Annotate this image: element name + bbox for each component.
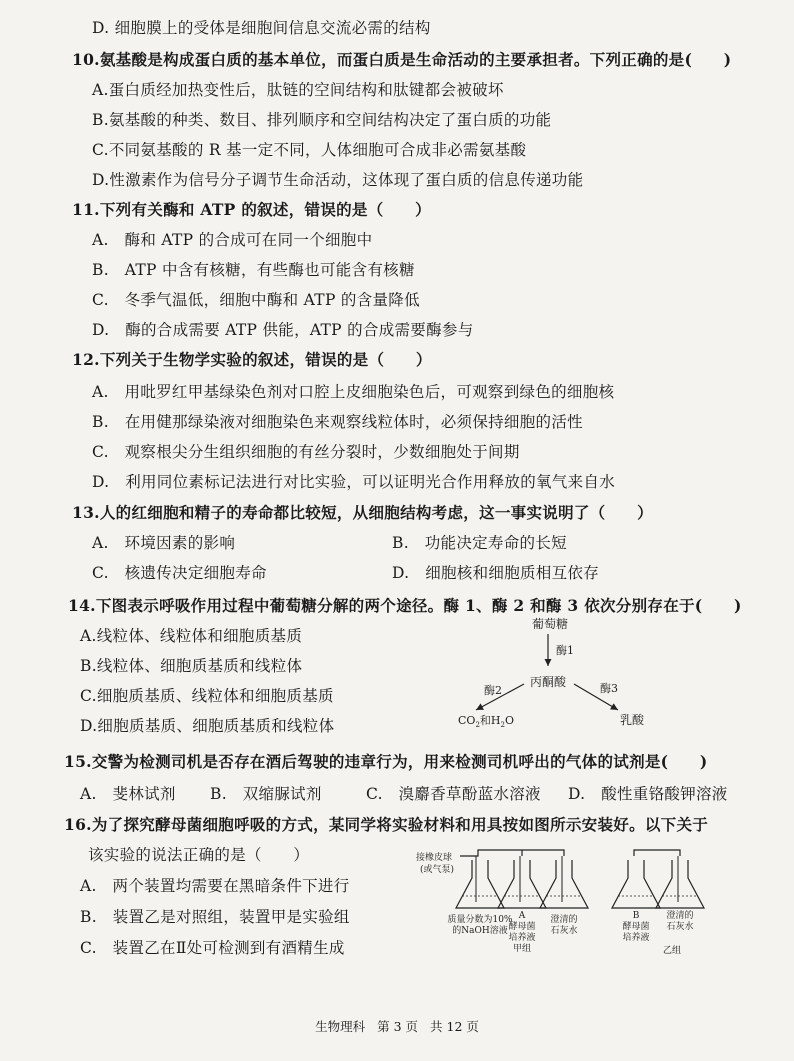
group-a-label: 甲组: [512, 944, 532, 954]
q10-option-c: C.不同氨基酸的 R 基一定不同，人体细胞可合成非必需氨基酸: [92, 141, 527, 159]
q16-stem-line1: 16.为了探究酵母菌细胞呼吸的方式，某同学将实验材料和用具按如图所示安装好。以下关于: [64, 815, 709, 834]
flask-naoh: [456, 860, 504, 908]
flask2-label-2: 酵母菌: [508, 922, 536, 932]
q15-option-b: B. 双缩脲试剂: [210, 785, 322, 803]
q10-stem: 10.氨基酸是构成蛋白质的基本单位，而蛋白质是生命活动的主要承担者。下列正确的是( ): [72, 50, 732, 69]
enzyme3-label: 酶3: [600, 682, 618, 695]
footer-total: 共 12 页: [430, 1019, 479, 1034]
q16-stem-line2: 该实验的说法正确的是（ ）: [88, 846, 310, 864]
glucose-label: 葡萄糖: [531, 617, 569, 631]
q12-option-a: A. 用吡罗红甲基绿染色剂对口腔上皮细胞染色后，可观察到绿色的细胞核: [92, 383, 615, 401]
page-footer: [0, 1017, 794, 1035]
flask5-label-1: 澄清的: [666, 911, 694, 921]
q14-option-a: A.线粒体、线粒体和细胞质基质: [80, 627, 303, 645]
q15-option-a: A. 斐林试剂: [80, 785, 176, 803]
lactic-acid-label: 乳酸: [620, 713, 645, 727]
flask3-label-2: 石灰水: [550, 926, 578, 936]
q16-option-b: B. 装置乙是对照组，装置甲是实验组: [80, 908, 350, 926]
q12-option-b: B. 在用健那绿染液对细胞染色来观察线粒体时，必须保持细胞的活性: [92, 413, 583, 431]
footer-subject: 生物理科: [315, 1019, 366, 1034]
q14-stem: 14.下图表示呼吸作用过程中葡萄糖分解的两个途径。酶 1、酶 2 和酶 3 依次分别存在于( ): [68, 596, 742, 615]
q11-option-c: C. 冬季气温低，细胞中酶和 ATP 的含量降低: [92, 291, 420, 309]
q13-option-c: C. 核遗传决定细胞寿命: [92, 564, 267, 582]
q10-option-b: B.氨基酸的种类、数目、排列顺序和空间结构决定了蛋白质的功能: [92, 111, 552, 129]
tubing-group-b: [634, 850, 680, 856]
q11-stem: 11.下列有关酶和 ATP 的叙述，错误的是（ ）: [72, 200, 431, 219]
q15-option-d: D. 酸性重铬酸钾溶液: [568, 785, 728, 803]
q11-option-a: A. 酶和 ATP 的合成可在同一个细胞中: [92, 231, 373, 249]
co2-h2o-label: $CO_2$和$H_2O$: [458, 714, 514, 729]
q13-option-b: B. 功能决定寿命的长短: [392, 534, 567, 552]
group-b-label: 乙组: [662, 946, 682, 956]
glucose-pathway-diagram: [450, 612, 670, 732]
pyruvate-label: 丙酮酸: [529, 675, 567, 689]
flask4-label-1: B: [632, 911, 640, 921]
pump-label-1: 接橡皮球: [416, 853, 453, 863]
flask2-label-1: A: [518, 911, 526, 921]
q11-option-b: B. ATP 中含有核糖，有些酶也可能含有核糖: [92, 261, 415, 279]
q10-option-a: A.蛋白质经加热变性后，肽链的空间结构和肽键都会被破坏: [92, 81, 504, 99]
q13-stem: 13.人的红细胞和精子的寿命都比较短，从细胞结构考虑，这一事实说明了（ ）: [72, 503, 653, 522]
flask3-label-1: 澄清的: [550, 915, 578, 925]
q14-option-c: C.细胞质基质、线粒体和细胞质基质: [80, 687, 334, 705]
footer-page: 第 3 页: [377, 1019, 419, 1034]
q14-option-b: B.线粒体、细胞质基质和线粒体: [80, 657, 303, 675]
q14-option-d: D.细胞质基质、细胞质基质和线粒体: [80, 717, 335, 735]
q13-option-a: A. 环境因素的影响: [92, 534, 236, 552]
q12-option-d: D. 利用同位素标记法进行对比实验，可以证明光合作用释放的氧气来自水: [92, 473, 616, 491]
q16-option-c: C. 装置乙在Ⅱ处可检测到有酒精生成: [80, 939, 345, 957]
flask1-label-1: 质量分数为10%: [447, 915, 513, 925]
yeast-respiration-apparatus: [410, 848, 710, 958]
flask2-label-3: 培养液: [508, 933, 536, 943]
tubing-group-a: [460, 850, 564, 856]
flask5-label-2: 石灰水: [666, 922, 694, 932]
q12-stem: 12.下列关于生物学实验的叙述，错误的是（ ）: [72, 350, 432, 369]
q15-stem: 15.交警为检测司机是否存在酒后驾驶的违章行为，用来检测司机呼出的气体的试剂是( ): [64, 752, 708, 771]
q10-option-d: D.性激素作为信号分子调节生命活动，这体现了蛋白质的信息传递功能: [92, 171, 584, 189]
flask4-label-3: 培养液: [622, 933, 650, 943]
q15-option-c: C. 溴麝香草酚蓝水溶液: [366, 785, 541, 803]
flask-yeast-a: [498, 860, 546, 908]
q9-option-d: D. 细胞膜上的受体是细胞间信息交流必需的结构: [92, 19, 431, 37]
q12-option-c: C. 观察根尖分生组织细胞的有丝分裂时，少数细胞处于间期: [92, 443, 520, 461]
flask-limewater-a: [540, 860, 588, 908]
flask-limewater-b: [656, 860, 704, 908]
flask4-label-2: 酵母菌: [622, 922, 650, 932]
flask1-label-2: 的NaOH溶液: [452, 926, 508, 936]
q13-option-d: D. 细胞核和细胞质相互依存: [392, 564, 600, 582]
enzyme2-label: 酶2: [484, 684, 502, 697]
q16-option-a: A. 两个装置均需要在黑暗条件下进行: [80, 877, 350, 895]
enzyme1-label: 酶1: [556, 644, 574, 657]
flask-yeast-b: [612, 860, 660, 908]
q11-option-d: D. 酶的合成需要 ATP 供能，ATP 的合成需要酶参与: [92, 321, 474, 339]
pump-label-2: (或气泵): [420, 865, 455, 875]
